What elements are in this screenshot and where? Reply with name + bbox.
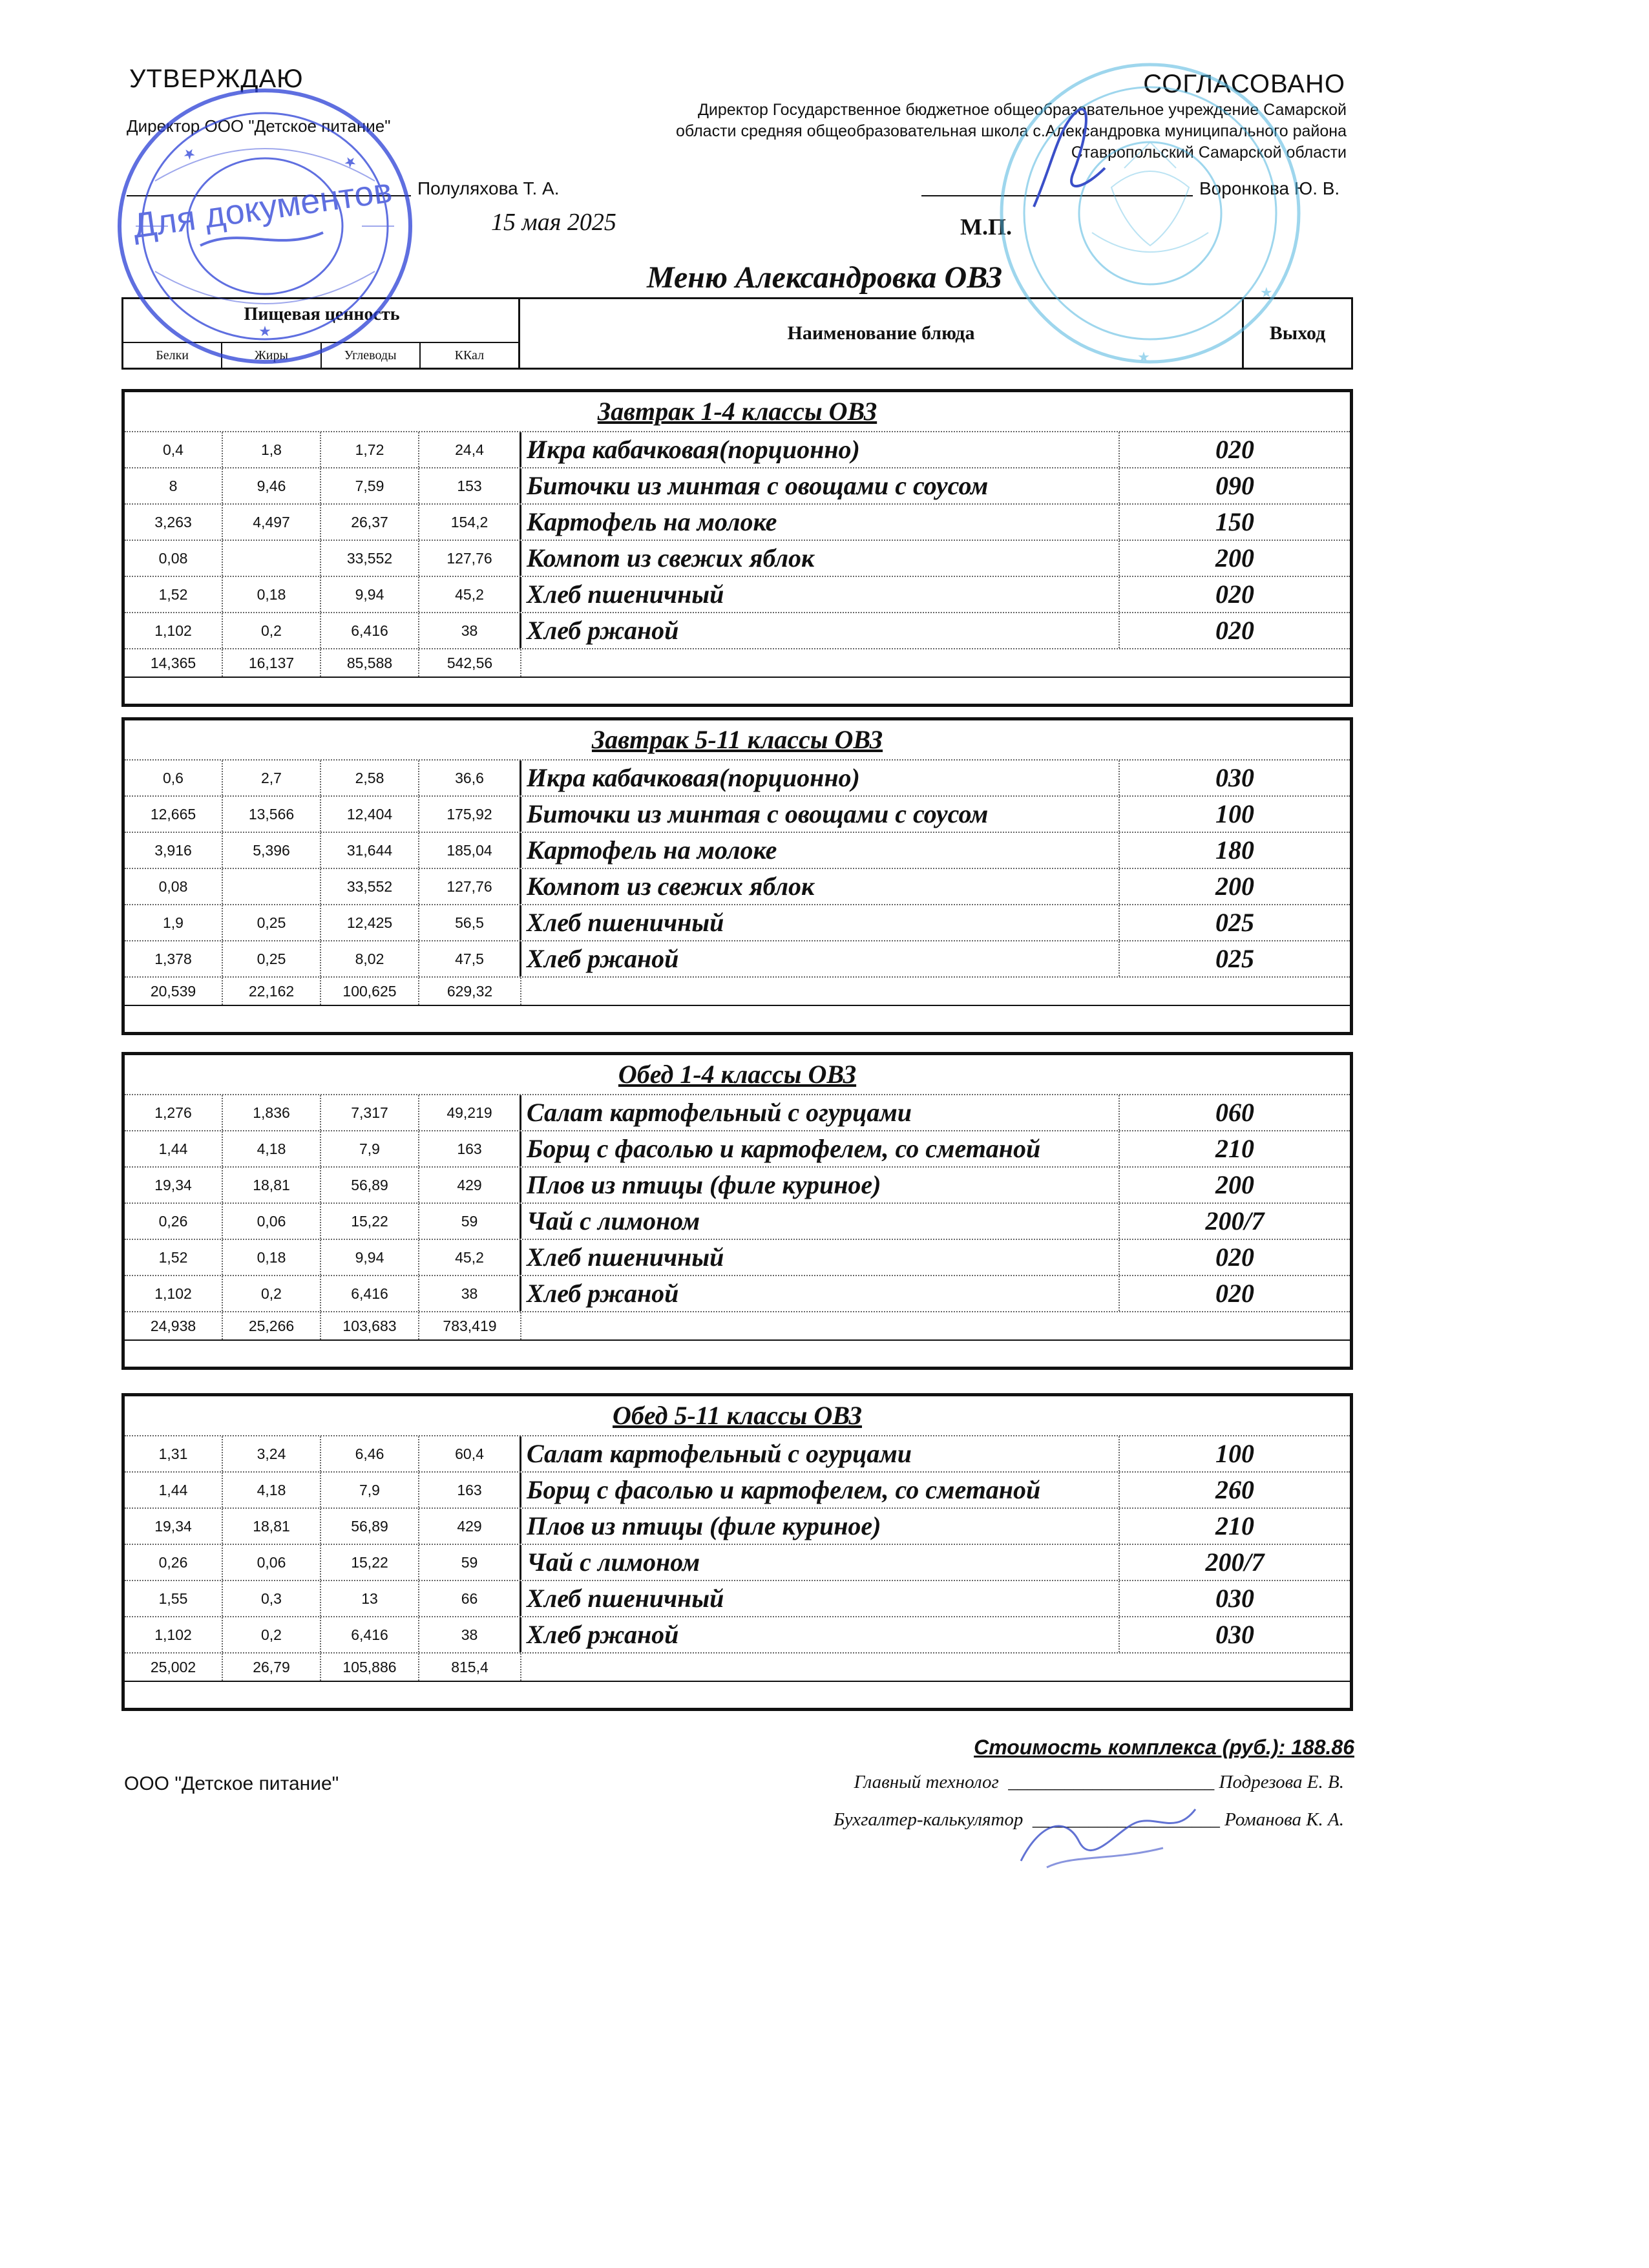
total-fats: 25,266	[223, 1312, 321, 1339]
table-row	[125, 468, 1350, 505]
kcal-cell: 49,219	[419, 1095, 521, 1130]
kcal-cell: 59	[419, 1545, 521, 1580]
total-carbs: 103,683	[321, 1312, 419, 1339]
carbs-cell: 6,416	[321, 1617, 419, 1652]
fats-cell: 0,06	[223, 1204, 321, 1239]
section-total-row	[125, 1654, 1350, 1682]
table-row	[125, 869, 1350, 905]
dish-name-cell: Хлеб ржаной	[521, 613, 1120, 648]
table-row	[125, 905, 1350, 941]
proteins-cell: 1,9	[125, 905, 223, 940]
kcal-cell: 163	[419, 1473, 521, 1507]
table-row	[125, 613, 1350, 649]
signer-name: Подрезова Е. В.	[1219, 1772, 1344, 1792]
table-row	[125, 1131, 1350, 1168]
proteins-cell: 19,34	[125, 1168, 223, 1202]
proteins-cell: 0,4	[125, 432, 223, 467]
dish-name-cell: Икра кабачковая(порционно)	[521, 761, 1120, 795]
total-spacer	[521, 649, 1350, 677]
kcal-cell: 38	[419, 613, 521, 648]
total-carbs: 100,625	[321, 978, 419, 1005]
table-row	[125, 941, 1350, 978]
kcal-cell: 429	[419, 1168, 521, 1202]
yield-cell: 180	[1215, 835, 1254, 865]
fats-cell: 0,25	[223, 941, 321, 976]
proteins-cell: 1,44	[125, 1473, 223, 1507]
kcal-cell: 163	[419, 1131, 521, 1166]
dish-name-cell: Хлеб ржаной	[521, 941, 1120, 976]
yield-cell: 210	[1215, 1134, 1254, 1163]
table-row	[125, 833, 1350, 869]
dish-name-cell: Борщ с фасолью и картофелем, со сметаной	[521, 1131, 1120, 1166]
yield-cell: 200/7	[1205, 1548, 1265, 1577]
yield-cell: 090	[1215, 471, 1254, 500]
kcal-header: ККал	[454, 348, 485, 362]
carbs-header: Углеводы	[322, 343, 421, 368]
table-row	[125, 1240, 1350, 1276]
fats-cell	[223, 541, 321, 576]
signer-line: ____________________	[1027, 1809, 1220, 1830]
yield-cell: 200/7	[1205, 1206, 1265, 1235]
stamp-text: Для документов	[130, 171, 395, 246]
dish-name-cell: Икра кабачковая(порционно)	[521, 432, 1120, 467]
svg-text:★: ★	[1260, 284, 1273, 300]
yield-cell: 150	[1215, 507, 1254, 536]
total-kcal: 815,4	[419, 1654, 521, 1681]
proteins-cell: 1,52	[125, 1240, 223, 1275]
menu-date: 15 мая 2025	[491, 209, 616, 236]
kcal-cell: 36,6	[419, 761, 521, 795]
svg-text:★: ★	[340, 151, 361, 173]
section-title: Завтрак 1-4 классы ОВЗ	[125, 392, 1350, 432]
dish-name-cell: Биточки из минтая с овощами с соусом	[521, 797, 1120, 832]
total-proteins: 24,938	[125, 1312, 223, 1339]
proteins-cell: 0,08	[125, 541, 223, 576]
fats-cell: 0,25	[223, 905, 321, 940]
carbs-cell: 26,37	[321, 505, 419, 540]
carbs-cell: 56,89	[321, 1168, 419, 1202]
yield-cell: 030	[1215, 1620, 1254, 1649]
fats-cell: 4,497	[223, 505, 321, 540]
fats-cell: 5,396	[223, 833, 321, 868]
table-row	[125, 1617, 1350, 1654]
yield-cell: 100	[1215, 799, 1254, 828]
kcal-cell: 59	[419, 1204, 521, 1239]
kcal-cell: 45,2	[419, 577, 521, 612]
yield-cell: 060	[1215, 1098, 1254, 1127]
yield-cell: 025	[1215, 944, 1254, 973]
kcal-cell: 185,04	[419, 833, 521, 868]
proteins-cell: 1,52	[125, 577, 223, 612]
carbs-cell: 33,552	[321, 541, 419, 576]
menu-section	[121, 1393, 1353, 1711]
signer-name: Романова К. А.	[1224, 1809, 1344, 1830]
agree-title: СОГЛАСОВАНО	[1143, 70, 1345, 98]
section-padding	[125, 1682, 1350, 1708]
fats-cell	[223, 869, 321, 904]
total-fats: 26,79	[223, 1654, 321, 1681]
kcal-cell: 47,5	[419, 941, 521, 976]
total-fats: 16,137	[223, 649, 321, 677]
fats-cell: 0,18	[223, 1240, 321, 1275]
fats-cell: 0,2	[223, 1276, 321, 1311]
yield-cell: 030	[1215, 763, 1254, 792]
approve-name: Полуляхова Т. А.	[417, 178, 560, 198]
dish-name-cell: Компот из свежих яблок	[521, 541, 1120, 576]
yield-cell: 020	[1215, 1243, 1254, 1272]
table-row	[125, 1509, 1350, 1545]
agree-position-line: Ставропольский Самарской области	[1071, 143, 1347, 162]
approve-title: УТВЕРЖДАЮ	[129, 65, 304, 93]
dish-name-cell: Плов из птицы (филе куриное)	[521, 1509, 1120, 1544]
table-row	[125, 797, 1350, 833]
menu-section	[121, 717, 1353, 1035]
carbs-cell: 7,317	[321, 1095, 419, 1130]
table-row	[125, 541, 1350, 577]
kcal-cell: 56,5	[419, 905, 521, 940]
kcal-cell: 154,2	[419, 505, 521, 540]
section-title: Обед 5-11 классы ОВЗ	[125, 1396, 1350, 1436]
yield-cell: 200	[1215, 543, 1254, 572]
carbs-cell: 9,94	[321, 1240, 419, 1275]
dish-name-cell: Чай с лимоном	[521, 1204, 1120, 1239]
yield-cell: 100	[1215, 1439, 1254, 1468]
table-row	[125, 1276, 1350, 1312]
section-padding	[125, 678, 1350, 704]
section-total-row	[125, 1312, 1350, 1341]
total-proteins: 25,002	[125, 1654, 223, 1681]
proteins-cell: 1,31	[125, 1436, 223, 1471]
kcal-cell: 38	[419, 1617, 521, 1652]
carbs-cell: 12,425	[321, 905, 419, 940]
signer-role: Бухгалтер-калькулятор	[833, 1809, 1024, 1830]
yield-cell: 020	[1215, 435, 1254, 464]
total-spacer	[521, 978, 1350, 1005]
table-row	[125, 761, 1350, 797]
approve-position: Директор ООО "Детское питание"	[127, 116, 391, 136]
left-seal-stamp	[110, 78, 420, 375]
total-spacer	[521, 1654, 1350, 1681]
yield-cell: 020	[1215, 616, 1254, 645]
carbs-cell: 2,58	[321, 761, 419, 795]
total-spacer	[521, 1312, 1350, 1339]
carbs-cell: 15,22	[321, 1545, 419, 1580]
carbs-cell: 7,9	[321, 1131, 419, 1166]
fats-cell: 0,2	[223, 613, 321, 648]
proteins-header: Белки	[123, 343, 222, 368]
carbs-cell: 6,416	[321, 1276, 419, 1311]
proteins-cell: 0,26	[125, 1204, 223, 1239]
total-kcal: 542,56	[419, 649, 521, 677]
table-row	[125, 1473, 1350, 1509]
total-proteins: 20,539	[125, 978, 223, 1005]
proteins-cell: 0,26	[125, 1545, 223, 1580]
proteins-cell: 3,916	[125, 833, 223, 868]
dish-name-cell: Чай с лимоном	[521, 1545, 1120, 1580]
total-proteins: 14,365	[125, 649, 223, 677]
fats-cell: 13,566	[223, 797, 321, 832]
table-row	[125, 1168, 1350, 1204]
yield-cell: 030	[1215, 1584, 1254, 1613]
kcal-cell: 24,4	[419, 432, 521, 467]
svg-text:★: ★	[179, 143, 200, 164]
dish-name-cell: Борщ с фасолью и картофелем, со сметаной	[521, 1473, 1120, 1507]
proteins-cell: 8	[125, 468, 223, 503]
carbs-cell: 6,416	[321, 613, 419, 648]
kcal-cell: 127,76	[419, 869, 521, 904]
proteins-cell: 1,55	[125, 1581, 223, 1616]
yield-cell: 260	[1215, 1475, 1254, 1504]
menu-section	[121, 1052, 1353, 1370]
dish-name-cell: Хлеб пшеничный	[521, 905, 1120, 940]
fats-cell: 0,18	[223, 577, 321, 612]
fats-cell: 0,06	[223, 1545, 321, 1580]
section-padding	[125, 1006, 1350, 1032]
nutrition-title: Пищевая ценность	[244, 304, 400, 324]
yield-cell: 200	[1215, 1170, 1254, 1199]
table-row	[125, 1204, 1350, 1240]
carbs-cell: 7,9	[321, 1473, 419, 1507]
kcal-cell: 45,2	[419, 1240, 521, 1275]
yield-cell: 200	[1215, 872, 1254, 901]
agree-position-line: Директор Государственное бюджетное общеобразовательное учреждение Самарской	[697, 101, 1347, 119]
carbs-cell: 56,89	[321, 1509, 419, 1544]
accountant-signature	[1008, 1783, 1215, 1880]
organization-name: ООО "Детское питание"	[124, 1773, 339, 1794]
dish-name-cell: Салат картофельный с огурцами	[521, 1095, 1120, 1130]
carbs-cell: 1,72	[321, 432, 419, 467]
dish-name-cell: Хлеб пшеничный	[521, 1581, 1120, 1616]
carbs-cell: 7,59	[321, 468, 419, 503]
svg-text:★: ★	[258, 323, 271, 339]
proteins-cell: 0,6	[125, 761, 223, 795]
table-row	[125, 1095, 1350, 1131]
kcal-cell: 38	[419, 1276, 521, 1311]
total-fats: 22,162	[223, 978, 321, 1005]
fats-cell: 0,3	[223, 1581, 321, 1616]
total-kcal: 629,32	[419, 978, 521, 1005]
dish-name-cell: Компот из свежих яблок	[521, 869, 1120, 904]
yield-cell: 020	[1215, 580, 1254, 609]
fats-cell: 0,2	[223, 1617, 321, 1652]
complex-cost: Стоимость комплекса (руб.): 188.86	[974, 1736, 1354, 1759]
dish-name-cell: Плов из птицы (филе куриное)	[521, 1168, 1120, 1202]
kcal-cell: 127,76	[419, 541, 521, 576]
carbs-cell: 31,644	[321, 833, 419, 868]
agree-signature	[1008, 97, 1124, 226]
menu-title: Меню Александровка ОВЗ	[646, 260, 1002, 295]
yield-cell: 210	[1215, 1511, 1254, 1540]
proteins-cell: 12,665	[125, 797, 223, 832]
carbs-cell: 13	[321, 1581, 419, 1616]
section-padding	[125, 1341, 1350, 1367]
yield-cell: 025	[1215, 908, 1254, 937]
proteins-cell: 0,08	[125, 869, 223, 904]
kcal-cell: 66	[419, 1581, 521, 1616]
total-kcal: 783,419	[419, 1312, 521, 1339]
proteins-cell: 1,102	[125, 1617, 223, 1652]
section-title: Обед 1-4 классы ОВЗ	[125, 1055, 1350, 1095]
agree-name: Воронкова Ю. В.	[1199, 178, 1340, 198]
section-total-row	[125, 978, 1350, 1006]
carbs-cell: 6,46	[321, 1436, 419, 1471]
proteins-cell: 1,102	[125, 613, 223, 648]
table-row	[125, 1436, 1350, 1473]
proteins-cell: 3,263	[125, 505, 223, 540]
carbs-cell: 12,404	[321, 797, 419, 832]
fats-cell: 2,7	[223, 761, 321, 795]
section-title: Завтрак 5-11 классы ОВЗ	[125, 720, 1350, 761]
kcal-cell: 60,4	[419, 1436, 521, 1471]
fats-cell: 1,8	[223, 432, 321, 467]
dish-name-cell: Салат картофельный с огурцами	[521, 1436, 1120, 1471]
proteins-cell: 1,276	[125, 1095, 223, 1130]
dish-name-cell: Хлеб ржаной	[521, 1617, 1120, 1652]
menu-section	[121, 389, 1353, 707]
yield-header: Выход	[1269, 322, 1326, 344]
kcal-cell: 153	[419, 468, 521, 503]
dish-name-cell: Биточки из минтая с овощами с соусом	[521, 468, 1120, 503]
agree-position-line: области средняя общеобразовательная школа с.Александровка муниципального района	[676, 122, 1347, 140]
fats-cell: 18,81	[223, 1168, 321, 1202]
table-row	[125, 577, 1350, 613]
table-row	[125, 432, 1350, 468]
kcal-cell: 429	[419, 1509, 521, 1544]
section-total-row	[125, 649, 1350, 678]
proteins-cell: 1,102	[125, 1276, 223, 1311]
table-row	[125, 1545, 1350, 1581]
fats-cell: 3,24	[223, 1436, 321, 1471]
signer-line: ______________________	[1003, 1772, 1215, 1792]
dish-name-cell: Картофель на молоке	[521, 833, 1120, 868]
dish-name-header: Наименование блюда	[520, 299, 1244, 368]
carbs-cell: 9,94	[321, 577, 419, 612]
svg-text:★: ★	[1137, 349, 1150, 365]
yield-cell: 020	[1215, 1279, 1254, 1308]
dish-name-cell: Хлеб пшеничный	[521, 1240, 1120, 1275]
dish-name-cell: Картофель на молоке	[521, 505, 1120, 540]
fats-cell: 9,46	[223, 468, 321, 503]
signer-role: Главный технолог	[854, 1772, 999, 1792]
fats-cell: 1,836	[223, 1095, 321, 1130]
dish-name-cell: Хлеб пшеничный	[521, 577, 1120, 612]
table-row	[125, 1581, 1350, 1617]
kcal-cell: 175,92	[419, 797, 521, 832]
carbs-cell: 33,552	[321, 869, 419, 904]
carbs-cell: 8,02	[321, 941, 419, 976]
proteins-cell: 1,378	[125, 941, 223, 976]
fats-cell: 4,18	[223, 1131, 321, 1166]
fats-cell: 18,81	[223, 1509, 321, 1544]
proteins-cell: 1,44	[125, 1131, 223, 1166]
fats-cell: 4,18	[223, 1473, 321, 1507]
fats-header: Жиры	[222, 343, 321, 368]
total-carbs: 85,588	[321, 649, 419, 677]
stamp-place-label: М.П.	[960, 214, 1012, 240]
table-row	[125, 505, 1350, 541]
carbs-cell: 15,22	[321, 1204, 419, 1239]
proteins-cell: 19,34	[125, 1509, 223, 1544]
dish-name-cell: Хлеб ржаной	[521, 1276, 1120, 1311]
total-carbs: 105,886	[321, 1654, 419, 1681]
